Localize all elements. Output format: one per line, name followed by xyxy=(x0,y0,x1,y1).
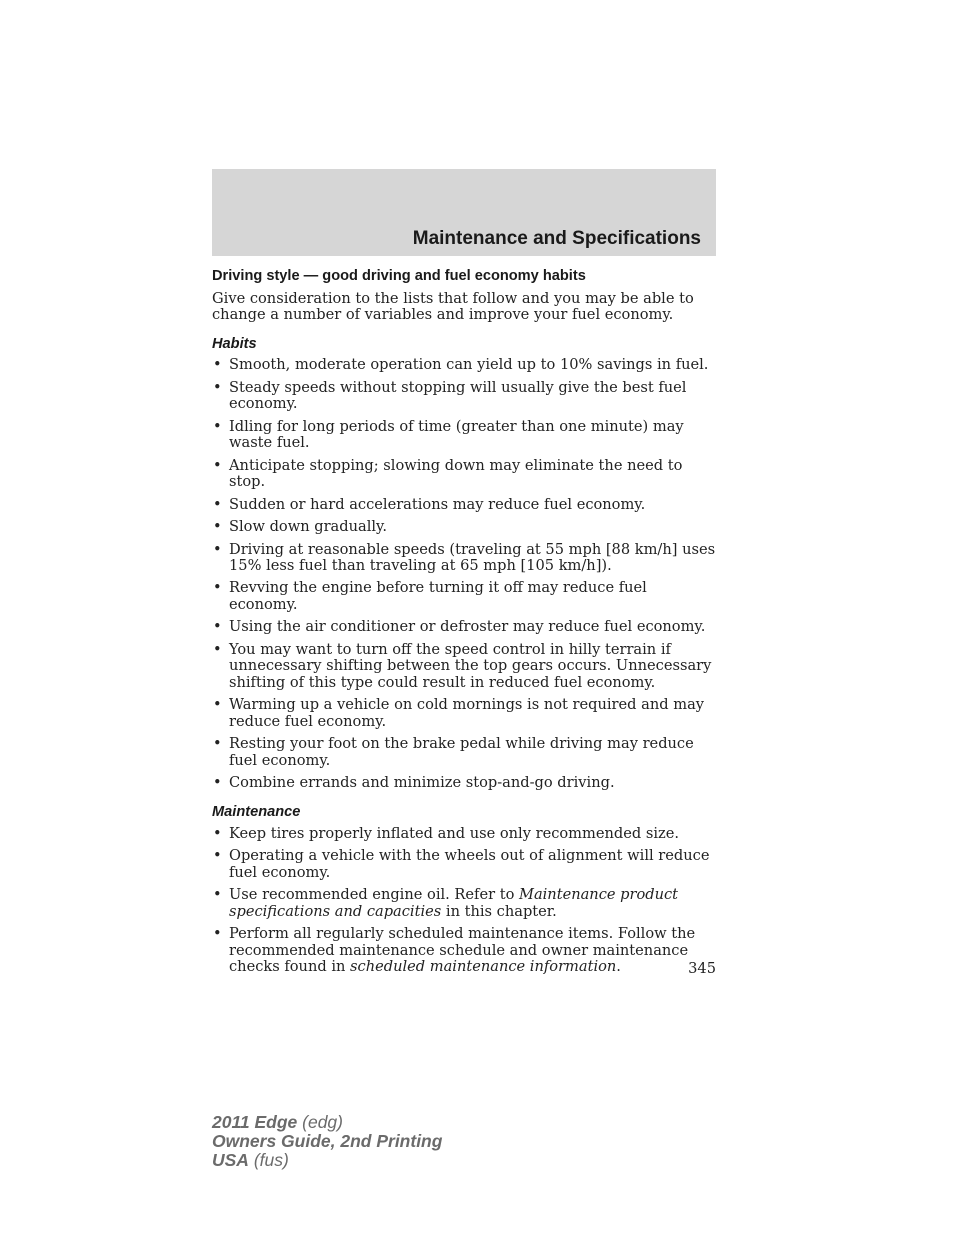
chapter-title: Maintenance and Specifications xyxy=(412,228,701,249)
cross-reference: Maintenance product specifications and capacities xyxy=(229,885,679,920)
item-text: . xyxy=(616,958,621,976)
list-item: • Keep tires properly inflated and use only recommended size. xyxy=(212,826,716,843)
list-item xyxy=(212,926,716,976)
print-footer xyxy=(212,1113,442,1170)
maintenance-list xyxy=(212,826,716,976)
footer-line-market xyxy=(212,1151,442,1170)
item-text: Perform all regularly scheduled maintenance items. Follow the recommended maintenance schedule and owner maintenance checks found in xyxy=(229,924,696,976)
list-item: • Using the air conditioner or defroster may reduce fuel economy. xyxy=(212,619,716,636)
page-number: 345 xyxy=(688,960,716,977)
footer-line-guide xyxy=(212,1132,442,1151)
list-item: • Combine errands and minimize stop-and-go driving. xyxy=(212,775,716,792)
item-text: in this chapter. xyxy=(441,902,557,920)
section-heading: Driving style — good driving and fuel economy habits xyxy=(212,268,586,284)
list-item: • Revving the engine before turning it off may reduce fuel economy. xyxy=(212,580,716,613)
list-item xyxy=(212,887,716,920)
chapter-header-band xyxy=(212,169,716,256)
list-item: • Driving at reasonable speeds (traveling at 55 mph [88 km/h] uses 15% less fuel than traveling at 65 mph [105 km/h]). xyxy=(212,542,716,575)
footer-model-code: (edg) xyxy=(297,1112,343,1132)
list-item: • Steady speeds without stopping will usually give the best fuel economy. xyxy=(212,380,716,413)
intro-paragraph: Give consideration to the lists that follow and you may be able to change a number of variables and improve your fuel economy. xyxy=(212,289,694,324)
cross-reference: scheduled maintenance information xyxy=(350,958,617,976)
footer-model: 2011 Edge xyxy=(212,1112,298,1132)
habits-list xyxy=(212,357,716,792)
maintenance-heading: Maintenance xyxy=(212,804,301,820)
footer-market: USA xyxy=(212,1150,249,1170)
footer-market-code: (fus) xyxy=(248,1150,289,1170)
footer-guide: Owners Guide, 2nd Printing xyxy=(212,1131,443,1151)
list-item: • You may want to turn off the speed control in hilly terrain if unnecessary shifting between the top gears occurs. Unnecessary shifting of this type could result in reduced fuel economy. xyxy=(212,642,716,692)
list-item: • Idling for long periods of time (greater than one minute) may waste fuel. xyxy=(212,419,716,452)
list-item: • Anticipate stopping; slowing down may eliminate the need to stop. xyxy=(212,458,716,491)
list-item: • Warming up a vehicle on cold mornings is not required and may reduce fuel economy. xyxy=(212,697,716,730)
footer-line-model xyxy=(212,1113,442,1132)
habits-heading: Habits xyxy=(212,335,257,352)
list-item: • Sudden or hard accelerations may reduce fuel economy. xyxy=(212,497,716,514)
list-item: • Operating a vehicle with the wheels out of alignment will reduce fuel economy. xyxy=(212,848,716,881)
list-item: • Resting your foot on the brake pedal while driving may reduce fuel economy. xyxy=(212,736,716,769)
item-text: Use recommended engine oil. Refer to xyxy=(229,885,519,903)
list-item: • Smooth, moderate operation can yield up to 10% savings in fuel. xyxy=(212,357,716,374)
list-item: • Slow down gradually. xyxy=(212,519,716,536)
page-content xyxy=(212,266,716,982)
